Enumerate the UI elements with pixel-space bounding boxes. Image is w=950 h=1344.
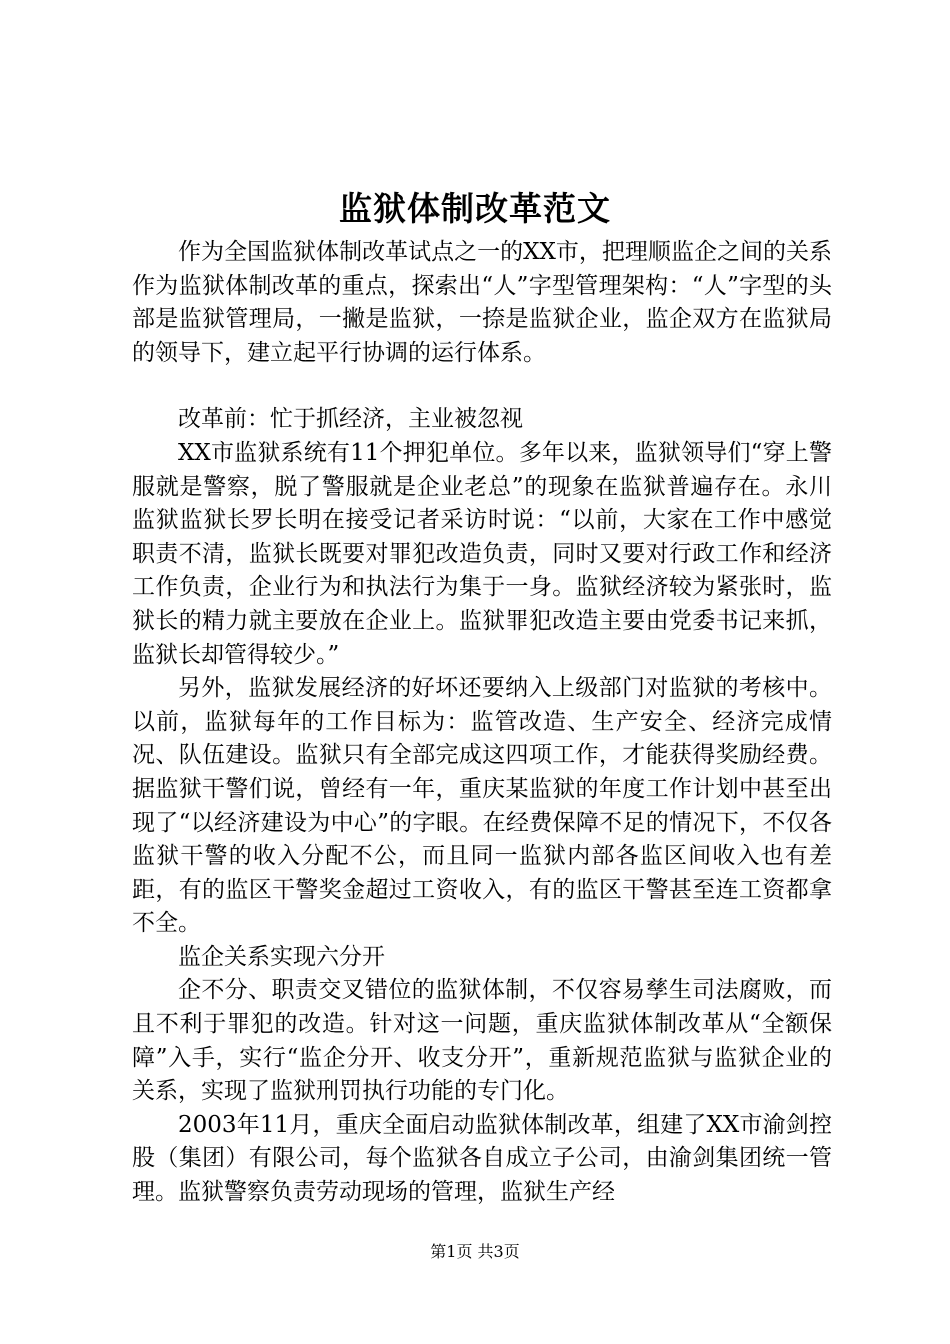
paragraph-assessment: 另外，监狱发展经济的好坏还要纳入上级部门对监狱的考核中。以前，监狱每年的工作目标为：监管改造、生产安全、经济完成情况、队伍建设。监狱只有全部完成这四项工作，才能获得奖励经费。据监狱干警们说，曾经有一年，重庆某监狱的年度工作计划中甚至出现了“以经济建设为中心”的字眼。在经费保障不足的情况下，不仅各监狱干警的收入分配不公，而且同一监狱内部各监区间收入也有差距，有的监区干警奖金超过工资收入，有的监区干警甚至连工资都拿不全。 [132,675,832,937]
paragraph-prison-system: XX市监狱系统有11个押犯单位。多年以来，监狱领导们“穿上警服就是警察，脱了警服就是企业老总”的现象在监狱普遍存在。永川监狱监狱长罗长明在接受记者采访时说：“以前，大家在工作中感觉职责不清，监狱长既要对罪犯改造负责，同时又要对行政工作和经济工作负责，企业行为和执法行为集于一身。监狱经济较为紧张时，监狱长的精力就主要放在企业上。监狱罪犯改造主要由党委书记来抓，监狱长却管得较少。” [132,439,832,668]
paragraph-2003-reform: 2003年11月，重庆全面启动监狱体制改革，组建了XX市渝剑控股（集团）有限公司，每个监狱各自成立子公司，由渝剑集团统一管理。监狱警察负责劳动现场的管理，监狱生产经 [132,1111,832,1206]
section-heading-before-reform: 改革前：忙于抓经济，主业被忽视 [178,406,523,433]
document-title: 监狱体制改革范文 [339,189,611,228]
page-footer: 第1页 共3页 [430,1242,520,1261]
paragraph-intro: 作为全国监狱体制改革试点之一的XX市，把理顺监企之间的关系作为监狱体制改革的重点，探索出“人”字型管理架构：“人”字型的头部是监狱管理局，一撇是监狱，一捺是监狱企业，监企双方在监狱局的领导下，建立起平行协调的运行体系。 [132,239,832,366]
paragraph-separation: 企不分、职责交叉错位的监狱体制，不仅容易孳生司法腐败，而且不利于罪犯的改造。针对这一问题，重庆监狱体制改革从“全额保障”入手，实行“监企分开、收支分开”，重新规范监狱与监狱企业的关系，实现了监狱刑罚执行功能的专门化。 [132,977,832,1105]
document-body [132,236,832,1210]
section-heading-separation: 监企关系实现六分开 [178,943,385,970]
